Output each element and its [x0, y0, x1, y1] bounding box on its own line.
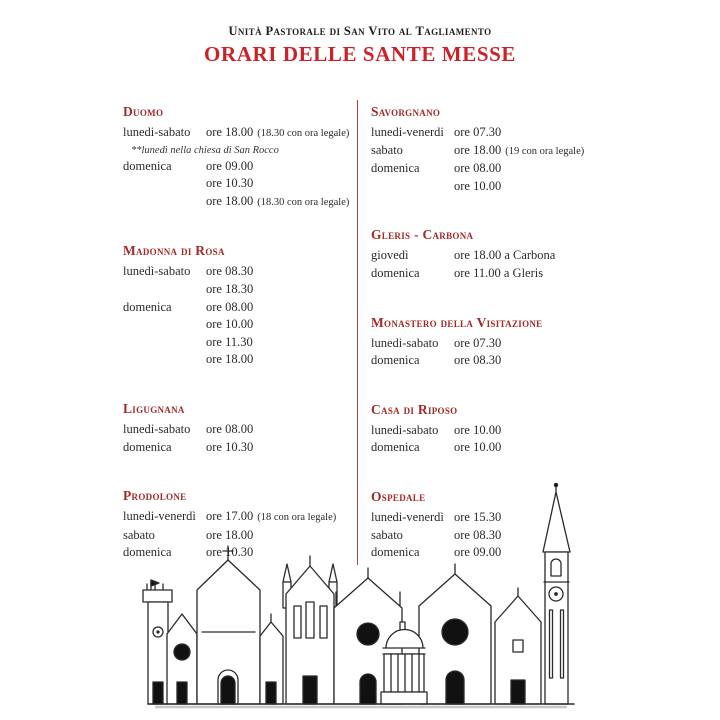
day-label: sabato: [371, 527, 403, 542]
schedule-row: [123, 281, 355, 299]
day-label: lunedi-venerdì: [371, 509, 444, 524]
section-gleris-carbona: [371, 227, 613, 282]
day-label: domenica: [371, 440, 420, 455]
section-madonna-di-rosa: [123, 243, 355, 369]
small-chapel-icon: [260, 614, 283, 704]
time-note: (19 con ora legale): [505, 145, 585, 157]
schedule-row: [371, 178, 613, 196]
large-church-rose-icon: [419, 564, 491, 704]
schedule-row: [371, 160, 613, 178]
section-ligugnana: [123, 401, 355, 456]
section-monastero-della-visitazione: [371, 315, 613, 370]
gothic-church-pinnacles-icon: [283, 556, 337, 704]
page-header: [0, 24, 720, 67]
day-label: lunedi-venerdì: [123, 509, 196, 524]
day-label: lunedi-sabato: [123, 125, 191, 139]
time-value: ore 08.00: [206, 299, 254, 314]
time-value: ore 09.00: [454, 545, 502, 560]
day-label: domenica: [371, 545, 420, 560]
time-value: ore 18.00 a Carbona: [454, 248, 556, 263]
time-value: ore 10.30: [206, 176, 254, 191]
day-label: sabato: [371, 142, 403, 157]
section-duomo: [123, 104, 355, 211]
section-title: Prodolone: [123, 488, 187, 504]
schedule-row: [371, 265, 613, 283]
time-value: ore 10.00: [206, 317, 254, 332]
section-savorgnano: [371, 104, 613, 195]
time-value: ore 08.30: [206, 264, 254, 279]
time-value: ore 10.00: [454, 422, 502, 437]
schedule-row: [123, 299, 355, 317]
time-value: ore 18.30: [206, 281, 254, 296]
schedule-row: [123, 124, 355, 143]
schedule-row: [123, 316, 355, 334]
time-value: ore 18.00: [206, 527, 254, 542]
time-value: ore 08.30: [454, 353, 502, 368]
section-casa-di-riposo: [371, 402, 613, 457]
time-value: ore 08.00: [454, 161, 502, 176]
day-label: lunedi-sabato: [371, 422, 439, 437]
schedule-row: [371, 439, 613, 457]
day-label: domenica: [371, 265, 420, 280]
time-value: ore 18.00: [454, 142, 502, 157]
day-label: domenica: [123, 299, 172, 314]
time-value: ore 09.00: [206, 158, 254, 173]
time-value: ore 18.00: [206, 193, 254, 208]
schedule-row: [371, 335, 613, 353]
time-value: ore 07.30: [454, 335, 502, 350]
time-note: (18.30 con ora legale): [257, 128, 350, 139]
time-value: ore 07.30: [454, 125, 502, 139]
day-label: domenica: [123, 158, 172, 173]
small-church-rose-icon: [167, 614, 197, 704]
schedule-row: [123, 193, 355, 212]
time-value: ore 15.30: [454, 509, 502, 524]
section-title: Savorgnano: [371, 104, 441, 119]
day-label: lunedi-sabato: [123, 421, 191, 436]
section-title: Ligugnana: [123, 400, 185, 416]
day-label: lunedì-sabato: [123, 264, 191, 279]
time-value: ore 10.00: [454, 440, 502, 455]
schedule-row: [123, 421, 355, 439]
schedule-row: [123, 439, 355, 457]
time-note: (18 con ora legale): [257, 512, 337, 524]
schedule-row: [371, 352, 613, 370]
schedule-row: [123, 175, 355, 193]
day-label: sabato: [123, 527, 155, 542]
time-value: ore 17.00: [206, 509, 254, 524]
time-value: ore 18.00: [206, 125, 254, 139]
pastoral-unit-subtitle: Unità Pastorale di San Vito al Tagliamento: [228, 24, 492, 38]
section-title: Madonna di Rosa: [123, 243, 225, 259]
day-label: domenica: [123, 439, 172, 454]
church-skyline-illustration: [128, 482, 588, 710]
schedule-row: [123, 158, 355, 176]
time-value: ore 10.30: [206, 439, 254, 454]
section-title: Duomo: [123, 104, 164, 119]
day-label: domenica: [371, 353, 420, 368]
plain-church-icon: [495, 588, 541, 704]
day-label: lunedi-sabato: [371, 335, 439, 350]
page-title: ORARI DELLE SANTE MESSE: [204, 42, 516, 66]
time-value: ore 08.00: [206, 421, 254, 436]
day-label: lunedi-venerdi: [371, 125, 444, 139]
schedule-row: [371, 422, 613, 440]
day-label: domenica: [123, 545, 172, 560]
time-value: ore 10.00: [454, 178, 502, 193]
schedule-row: [123, 351, 355, 369]
time-value: ore 11.00 a Gleris: [454, 265, 544, 280]
section-title: Gleris - Carbona: [371, 227, 474, 243]
time-note: (18.30 con ora legale): [257, 196, 350, 208]
schedule-row: [371, 247, 613, 265]
day-label: domenica: [371, 161, 420, 176]
schedule-row: [123, 334, 355, 352]
footnote: **lunedì nella chiesa di San Rocco: [131, 144, 279, 156]
time-value: ore 18.00: [206, 352, 254, 367]
section-title: Ospedale: [371, 488, 426, 504]
gabled-church-cross-icon: [197, 546, 260, 704]
section-title: Casa di Riposo: [371, 401, 458, 417]
schedule-row: [371, 124, 613, 142]
section-title: Monastero della Visitazione: [371, 314, 543, 330]
time-value: ore 11.30: [206, 334, 253, 349]
schedule-row: [123, 263, 355, 281]
time-value: ore 10.30: [206, 545, 254, 560]
day-label: giovedì: [371, 248, 409, 263]
schedule-row: [371, 142, 613, 161]
time-value: ore 08.30: [454, 527, 502, 542]
right-campanile-icon: [543, 483, 570, 704]
